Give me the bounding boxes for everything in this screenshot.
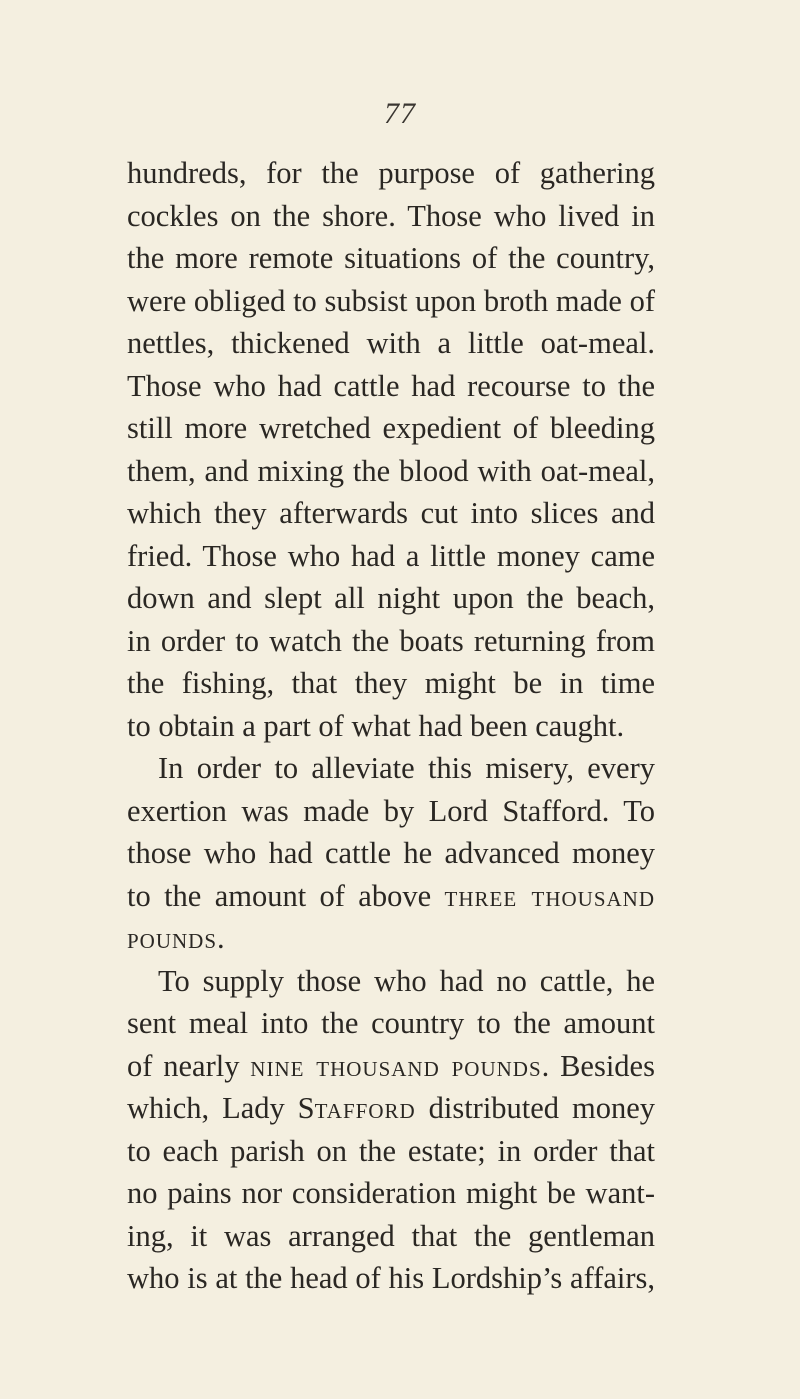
- text-line: [127, 790, 655, 833]
- text-line: [127, 195, 655, 238]
- text-span: fried. Those who had a little money came: [127, 538, 655, 573]
- text-line: [127, 1172, 655, 1215]
- text-span: to obtain a part of what had been caught.: [127, 708, 625, 743]
- text-span: were obliged to subsist upon broth made of: [127, 283, 655, 318]
- small-caps-text: pounds.: [127, 921, 226, 955]
- text-span: hundreds, for the purpose of gathering: [127, 156, 655, 190]
- text-line: [127, 152, 655, 195]
- text-line: [127, 620, 655, 663]
- text-line: [127, 875, 655, 918]
- text-line: [127, 407, 655, 450]
- text-span: cockles on the shore. Those who lived in: [127, 198, 655, 233]
- text-line: [127, 705, 655, 748]
- text-span: the fishing, that they might be in time: [127, 666, 655, 700]
- text-span: Those who had cattle had recourse to the: [127, 368, 655, 403]
- small-caps-text: nine thousand pounds: [250, 1048, 542, 1083]
- text-span: distributed money: [415, 1091, 655, 1125]
- text-line: [127, 1215, 655, 1258]
- text-line: [127, 365, 655, 408]
- body-text: [127, 152, 655, 1300]
- text-span: down and slept all night upon the beach,: [127, 581, 655, 615]
- text-line: [127, 577, 655, 620]
- text-span: them, and mixing the blood with oat-meal,: [127, 453, 655, 488]
- text-span: of nearly: [127, 1048, 251, 1083]
- small-caps-text: tafford: [314, 1091, 416, 1125]
- text-line: [127, 1130, 655, 1173]
- text-span: ing, it was arranged that the gentleman: [127, 1218, 655, 1253]
- text-span: . Besides: [541, 1048, 655, 1083]
- text-span: no pains nor consideration might be want-: [127, 1176, 655, 1210]
- text-line: [127, 450, 655, 493]
- text-span: to the amount of above: [127, 878, 445, 913]
- text-line: [127, 960, 655, 1003]
- text-line: [127, 1087, 655, 1130]
- text-line: [127, 1045, 655, 1088]
- text-span: which they afterwards cut into slices and: [127, 496, 655, 530]
- text-span: still more wretched expedient of bleeding: [127, 411, 655, 445]
- text-span: exertion was made by Lord Stafford. To: [127, 793, 655, 828]
- text-line: [127, 280, 655, 323]
- text-line: [127, 832, 655, 875]
- text-span: In order to alleviate this misery, every: [158, 751, 655, 785]
- text-line: [127, 492, 655, 535]
- text-line: [127, 917, 655, 960]
- small-caps-text: three thousand: [444, 878, 656, 913]
- text-line: [127, 1257, 655, 1300]
- text-span: the more remote situations of the country,: [127, 241, 655, 275]
- page-number: 77: [384, 97, 416, 130]
- text-span: who is at the head of his Lordship’s affairs,: [127, 1261, 655, 1295]
- text-span: those who had cattle he advanced money: [127, 836, 655, 870]
- text-span: to each parish on the estate; in order that: [127, 1133, 655, 1168]
- text-line: [127, 535, 655, 578]
- text-line: [127, 747, 655, 790]
- text-line: [127, 237, 655, 280]
- text-span: which, Lady S: [127, 1091, 315, 1125]
- text-span: nettles, thickened with a little oat-meal.: [127, 326, 655, 360]
- text-line: [127, 1002, 655, 1045]
- text-line: [127, 662, 655, 705]
- text-span: To supply those who had no cattle, he: [158, 963, 655, 998]
- text-line: [127, 322, 655, 365]
- text-span: sent meal into the country to the amount: [127, 1006, 655, 1040]
- text-span: in order to watch the boats returning from: [127, 623, 655, 658]
